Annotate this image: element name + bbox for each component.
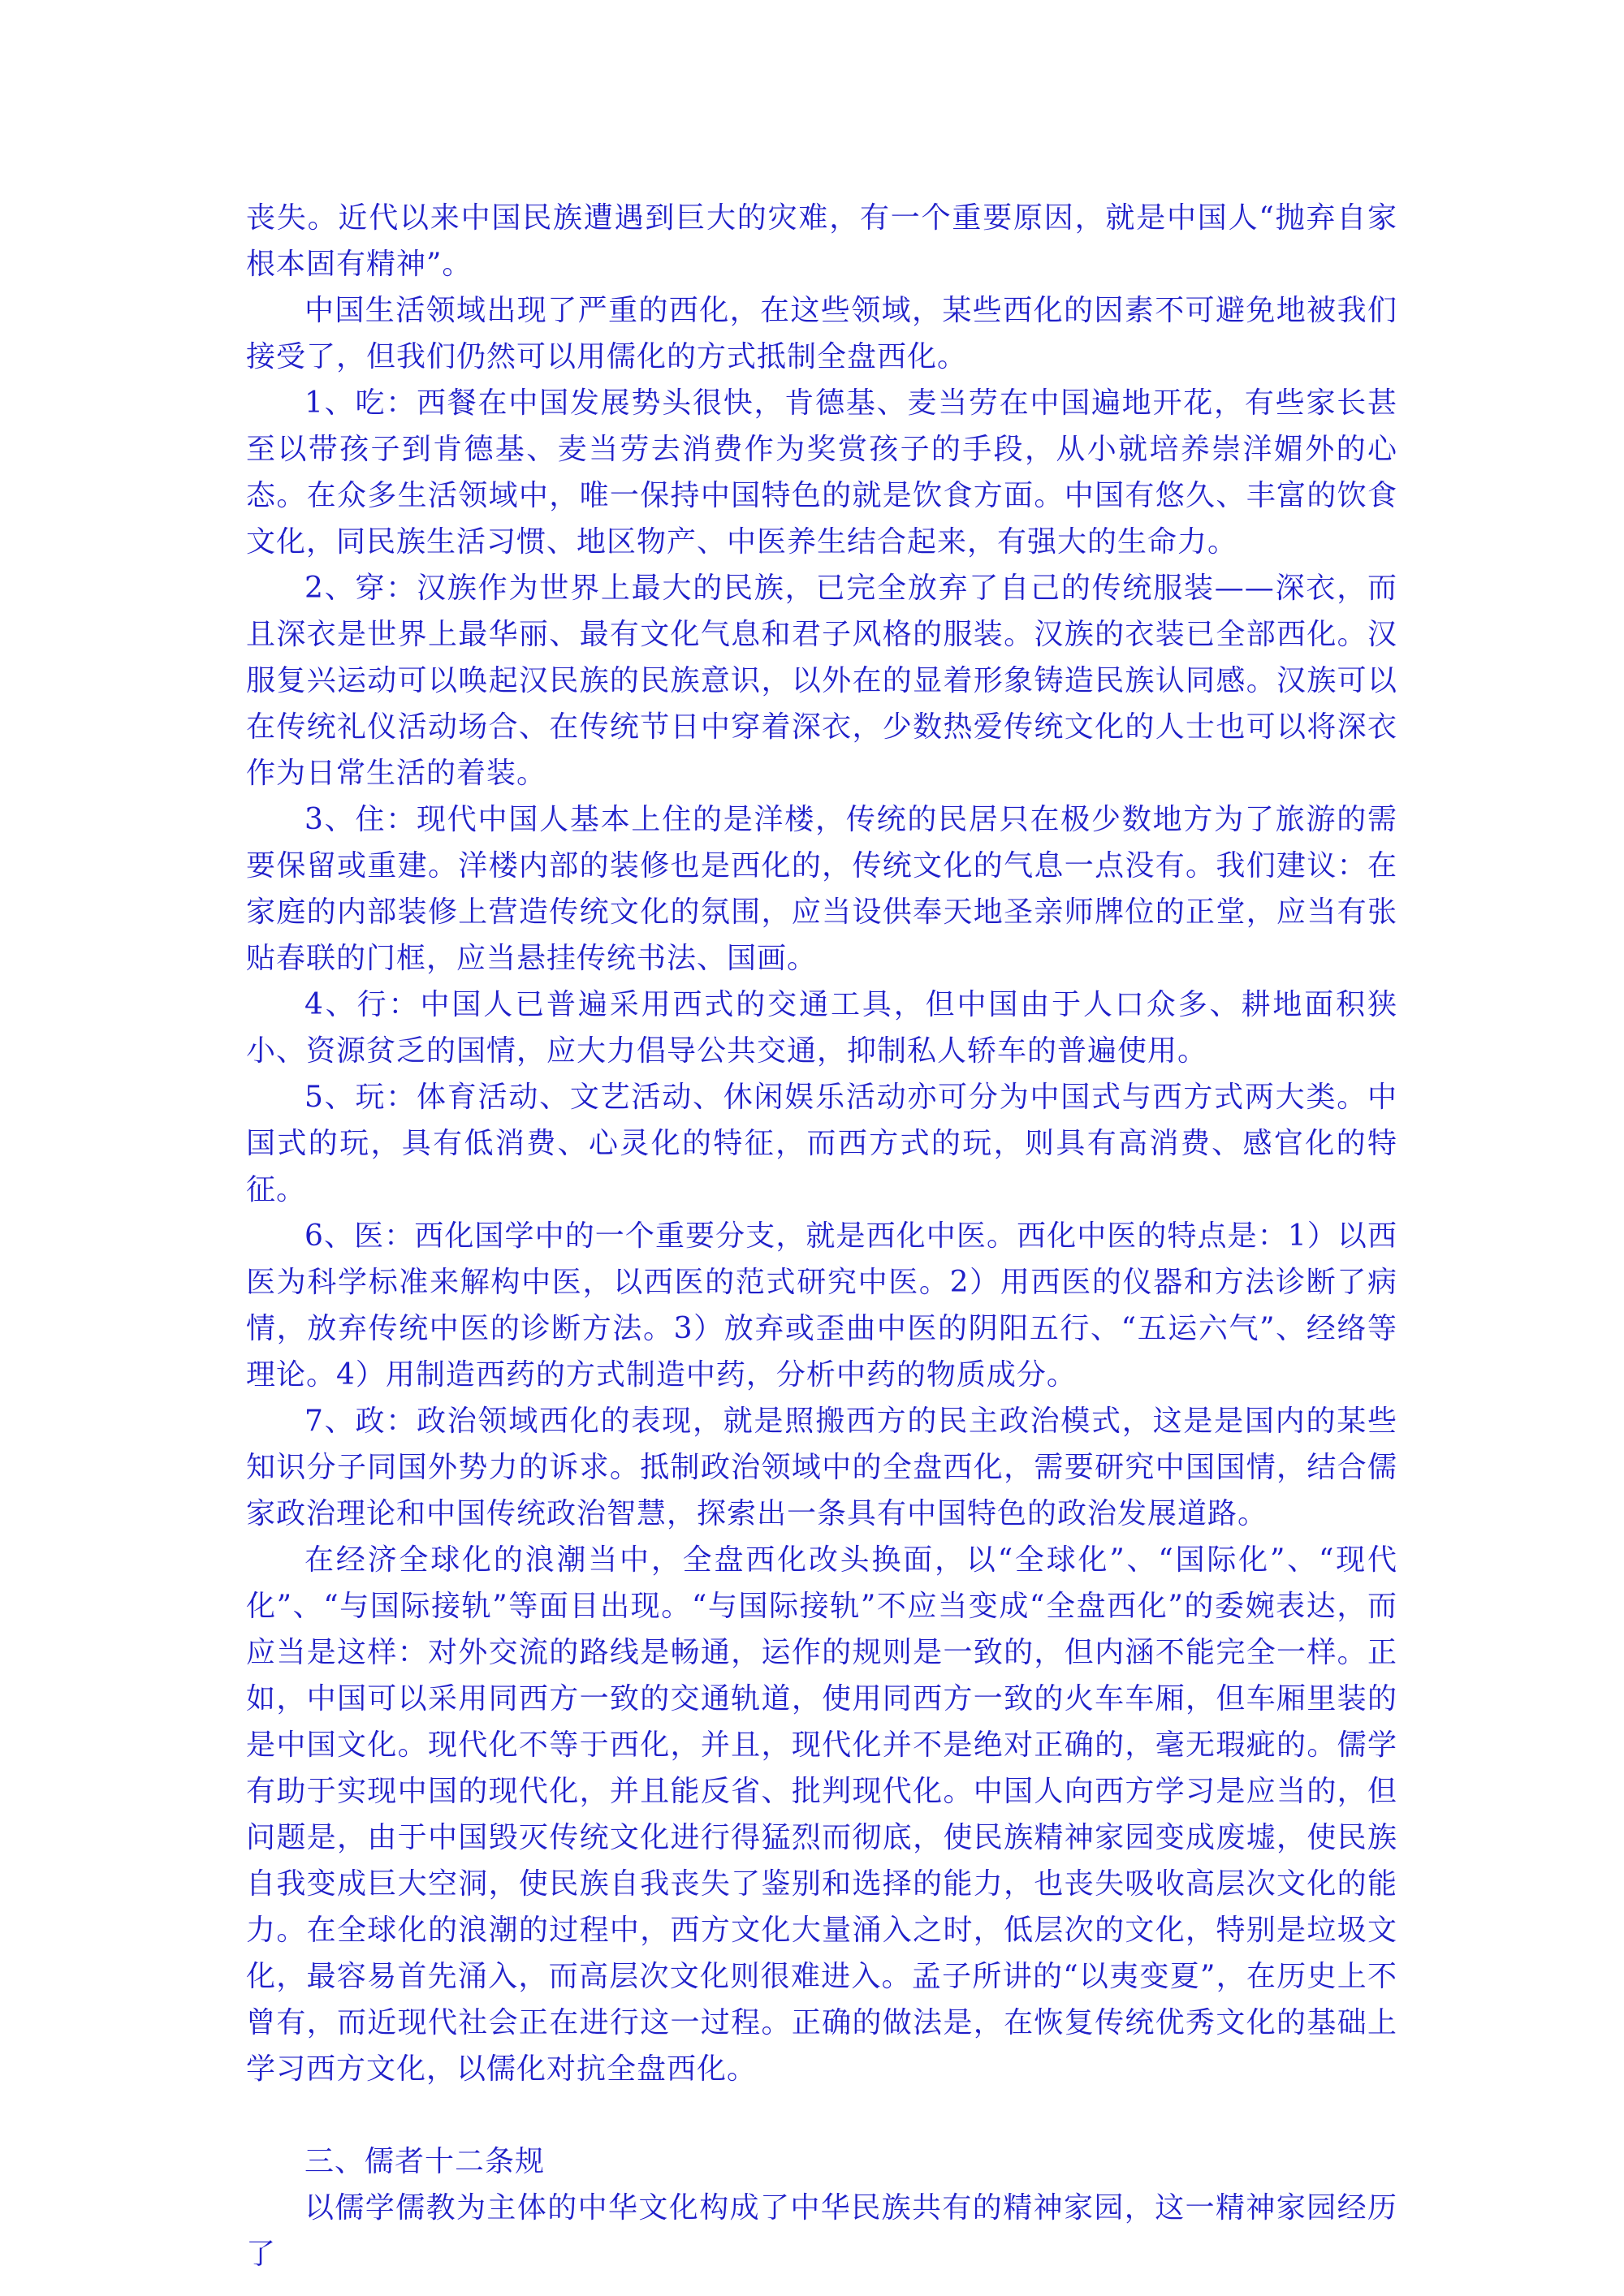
paragraph-wear: 2、穿：汉族作为世界上最大的民族，已完全放弃了自己的传统服装——深衣，而且深衣是世界上最华丽、最有文化气息和君子风格的服装。汉族的衣装已全部西化。汉服复兴运动可以唤起汉民族的民族意识，以外在的显着形象铸造民族认同感。汉族可以在传统礼仪活动场合、在传统节日中穿着深衣，少数热爱传统文化的人士也可以将深衣作为日常生活的着装。 <box>246 572 1397 790</box>
paragraph-politics: 7、政：政治领域西化的表现，就是照搬西方的民主政治模式，这是是国内的某些知识分子同国外势力的诉求。抵制政治领域中的全盘西化，需要研究中国国情，结合儒家政治理论和中国传统政治智慧，探索出一条具有中国特色的政治发展道路。 <box>246 1405 1397 1530</box>
paragraph-globalization: 在经济全球化的浪潮当中，全盘西化改头换面，以“全球化”、“国际化”、“现代化”、“与国际接轨”等面目出现。“与国际接轨”不应当变成“全盘西化”的委婉表达，而应当是这样：对外交流的路线是畅通，运作的规则是一致的，但内涵不能完全一样。正如，中国可以采用同西方一致的交通轨道，使用同西方一致的火车车厢，但车厢里装的是中国文化。现代化不等于西化，并且，现代化并不是绝对正确的，毫无瑕疵的。儒学有助于实现中国的现代化，并且能反省、批判现代化。中国人向西方学习是应当的，但问题是，由于中国毁灭传统文化进行得猛烈而彻底，使民族精神家园变成废墟，使民族自我变成巨大空洞，使民族自我丧失了鉴别和选择的能力，也丧失吸收高层次文化的能力。在全球化的浪潮的过程中，西方文化大量涌入之时，低层次的文化，特别是垃圾文化，最容易首先涌入，而高层次文化则很难进入。孟子所讲的“以夷变夏”，在历史上不曾有，而近现代社会正在进行这一过程。正确的做法是，在恢复传统优秀文化的基础上学习西方文化，以儒化对抗全盘西化。 <box>246 1543 1397 2086</box>
document-body <box>246 195 1397 2277</box>
paragraph-travel: 4、行：中国人已普遍采用西式的交通工具，但中国由于人口众多、耕地面积狭小、资源贫乏的国情，应大力倡导公共交通，抑制私人轿车的普遍使用。 <box>246 988 1397 1068</box>
paragraph-continuation: 丧失。近代以来中国民族遭遇到巨大的灾难，有一个重要原因，就是中国人“抛弃自家根本固有精神”。 <box>246 201 1397 281</box>
paragraph-live: 3、住：现代中国人基本上住的是洋楼，传统的民居只在极少数地方为了旅游的需要保留或重建。洋楼内部的装修也是西化的，传统文化的气息一点没有。我们建议：在家庭的内部装修上营造传统文化的氛围，应当设供奉天地圣亲师牌位的正堂，应当有张贴春联的门框，应当悬挂传统书法、国画。 <box>246 803 1397 975</box>
paragraph-play: 5、玩：体育活动、文艺活动、休闲娱乐活动亦可分为中国式与西方式两大类。中国式的玩，具有低消费、心灵化的特征，而西方式的玩，则具有高消费、感官化的特征。 <box>246 1081 1397 1206</box>
paragraph-intro: 中国生活领域出现了严重的西化，在这些领域，某些西化的因素不可避免地被我们接受了，但我们仍然可以用儒化的方式抵制全盘西化。 <box>246 294 1397 373</box>
section-spacer <box>246 2092 1397 2138</box>
paragraph-medicine: 6、医：西化国学中的一个重要分支，就是西化中医。西化中医的特点是：1）以西医为科学标准来解构中医，以西医的范式研究中医。2）用西医的仪器和方法诊断了病情，放弃传统中医的诊断方法。3）放弃或歪曲中医的阴阳五行、“五运六气”、经络等理论。4）用制造西药的方式制造中药，分析中药的物质成分。 <box>246 1219 1397 1392</box>
paragraph-eat: 1、吃：西餐在中国发展势头很快，肯德基、麦当劳在中国遍地开花，有些家长甚至以带孩子到肯德基、麦当劳去消费作为奖赏孩子的手段，从小就培养崇洋媚外的心态。在众多生活领域中，唯一保持中国特色的就是饮食方面。中国有悠久、丰富的饮食文化，同民族生活习惯、地区物产、中医养生结合起来，有强大的生命力。 <box>246 386 1397 559</box>
paragraph-closing: 以儒学儒教为主体的中华文化构成了中华民族共有的精神家园，这一精神家园经历了 <box>246 2191 1397 2271</box>
section-heading: 三、儒者十二条规 <box>304 2145 546 2178</box>
